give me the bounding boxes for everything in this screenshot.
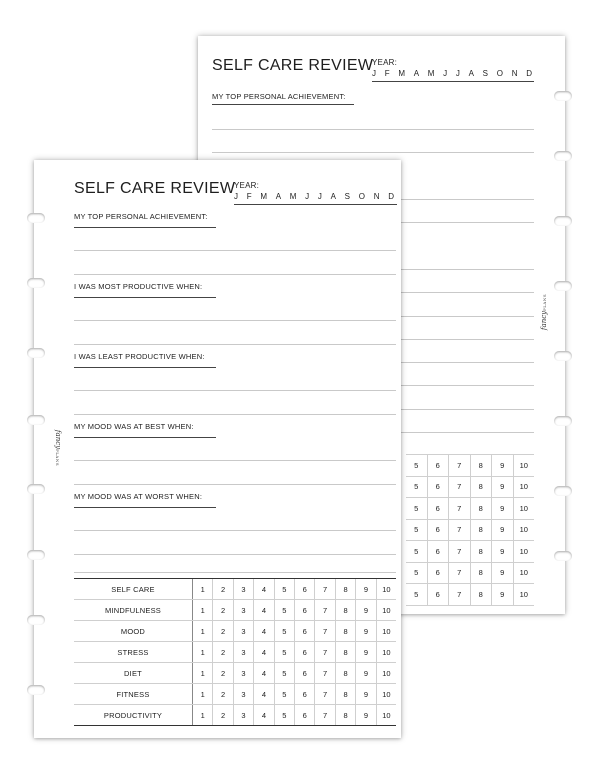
- rating-value: 7: [315, 663, 335, 683]
- rating-category-label: STRESS: [74, 642, 193, 662]
- rating-value: 7: [449, 455, 471, 476]
- rating-value: 1: [193, 621, 213, 641]
- rating-value: 8: [471, 498, 493, 519]
- rating-value: 8: [471, 477, 493, 498]
- rating-value: 10: [382, 689, 391, 699]
- disc-binding-hole: [554, 486, 572, 496]
- front-planner-page: [34, 160, 401, 738]
- rating-value: 10: [519, 525, 528, 535]
- month-selector: [372, 69, 532, 78]
- rating-value: 9: [492, 520, 514, 541]
- disc-binding-hole: [554, 151, 572, 161]
- rating-value: 10: [519, 589, 528, 599]
- rating-value: 8: [336, 621, 356, 641]
- prompt-underline: [74, 437, 216, 438]
- month-letter: A: [413, 69, 420, 78]
- rating-value: 6: [428, 477, 450, 498]
- writing-line: [74, 344, 396, 345]
- brand-logo: fancyPLANS: [54, 429, 63, 467]
- disc-binding-hole: [554, 281, 572, 291]
- rating-value: 5: [406, 477, 428, 498]
- writing-line: [74, 572, 396, 573]
- month-letter: M: [398, 69, 405, 78]
- rating-value: 7: [315, 684, 335, 704]
- writing-line: [74, 530, 396, 531]
- rating-value: 10: [382, 647, 391, 657]
- rating-value: 5: [275, 705, 295, 725]
- writing-line: [212, 129, 534, 130]
- prompt-underline: [74, 367, 216, 368]
- rating-value: 10: [382, 710, 391, 720]
- rating-category-label: FITNESS: [74, 684, 193, 704]
- month-letter: S: [482, 69, 489, 78]
- prompt-label: I WAS MOST PRODUCTIVE WHEN:: [74, 282, 203, 291]
- grid-row: [406, 498, 534, 520]
- rating-value: 9: [492, 477, 514, 498]
- rating-value: 9: [492, 584, 514, 605]
- rating-value: 2: [213, 705, 233, 725]
- page-title: SELF CARE REVIEW: [212, 57, 374, 74]
- writing-line: [74, 390, 396, 391]
- rating-row: [74, 579, 396, 600]
- disc-binding-hole: [554, 416, 572, 426]
- rating-value: 5: [275, 579, 295, 599]
- rating-category-label: MOOD: [74, 621, 193, 641]
- disc-binding-hole: [27, 415, 45, 425]
- rating-table: [74, 578, 396, 726]
- rating-value: 5: [275, 621, 295, 641]
- rating-category-label: SELF CARE: [74, 579, 193, 599]
- rating-value: 5: [406, 541, 428, 562]
- disc-binding-hole: [27, 278, 45, 288]
- rating-value: 5: [406, 455, 428, 476]
- prompt-underline: [212, 104, 354, 105]
- rating-value: 3: [234, 579, 254, 599]
- grid-row: [406, 454, 534, 477]
- prompt-underline: [74, 297, 216, 298]
- writing-line: [74, 250, 396, 251]
- rating-value: 6: [295, 663, 315, 683]
- rating-category-label: DIET: [74, 663, 193, 683]
- rating-value: 8: [471, 520, 493, 541]
- rating-value: 5: [275, 600, 295, 620]
- rating-value: 4: [254, 579, 274, 599]
- rating-value: 2: [213, 600, 233, 620]
- prompt-label: MY MOOD WAS AT WORST WHEN:: [74, 492, 203, 501]
- rating-row: [74, 705, 396, 726]
- writing-line: [74, 554, 396, 555]
- year-label: YEAR:: [234, 181, 260, 190]
- rating-value: 5: [275, 684, 295, 704]
- rating-value: 7: [449, 520, 471, 541]
- month-letter: N: [373, 192, 380, 201]
- rating-value: 9: [356, 684, 376, 704]
- rating-row: [74, 642, 396, 663]
- month-letter: D: [388, 192, 394, 201]
- grid-row: [406, 563, 534, 585]
- rating-value: 7: [315, 705, 335, 725]
- rating-value: 8: [471, 584, 493, 605]
- rating-value: 7: [315, 600, 335, 620]
- prompt-top-achievement: MY TOP PERSONAL ACHIEVEMENT:: [212, 92, 346, 101]
- rating-row: [74, 663, 396, 684]
- rating-value: 6: [295, 684, 315, 704]
- brand-logo: fancyPLANS: [540, 293, 549, 331]
- month-letter: O: [358, 192, 365, 201]
- rating-value: 8: [336, 663, 356, 683]
- rating-value: 6: [428, 455, 450, 476]
- rating-value: 1: [193, 705, 213, 725]
- rating-value: 9: [356, 705, 376, 725]
- month-letter: A: [330, 192, 336, 201]
- rating-value: 10: [382, 605, 391, 615]
- rating-value: 2: [213, 579, 233, 599]
- rating-value: 9: [492, 541, 514, 562]
- rating-row: [74, 621, 396, 642]
- rating-value: 7: [315, 642, 335, 662]
- rating-value: 8: [336, 684, 356, 704]
- rating-value: 3: [234, 600, 254, 620]
- rating-value: 6: [295, 705, 315, 725]
- rating-value: 3: [234, 705, 254, 725]
- rating-value: 9: [356, 642, 376, 662]
- year-label: YEAR:: [372, 58, 398, 67]
- writing-line: [74, 414, 396, 415]
- rating-value: 7: [449, 584, 471, 605]
- rating-value: 10: [519, 546, 528, 556]
- rating-value: 10: [519, 503, 528, 513]
- rating-value: 4: [254, 621, 274, 641]
- grid-row: [406, 477, 534, 499]
- rating-value: 4: [254, 705, 274, 725]
- rating-value: 2: [213, 663, 233, 683]
- rating-value: 6: [295, 642, 315, 662]
- rating-grid: [406, 454, 534, 606]
- grid-row: [406, 541, 534, 563]
- rating-value: 8: [471, 563, 493, 584]
- writing-line: [74, 484, 396, 485]
- rating-value: 10: [382, 668, 391, 678]
- rating-value: 10: [519, 568, 528, 578]
- writing-line: [74, 274, 396, 275]
- month-letter: F: [246, 192, 252, 201]
- month-letter: M: [260, 192, 267, 201]
- rating-row: [74, 600, 396, 621]
- month-letter: A: [275, 192, 282, 201]
- rating-value: 4: [254, 684, 274, 704]
- rating-value: 8: [336, 600, 356, 620]
- month-letter: J: [317, 192, 322, 201]
- rating-row: [74, 684, 396, 705]
- rating-value: 3: [234, 621, 254, 641]
- month-letter: J: [305, 192, 310, 201]
- month-letter: N: [511, 69, 518, 78]
- month-letter: A: [468, 69, 474, 78]
- month-letter: D: [526, 69, 532, 78]
- rating-value: 6: [428, 541, 450, 562]
- rating-value: 2: [213, 621, 233, 641]
- month-letter: J: [234, 192, 238, 201]
- rating-value: 4: [254, 642, 274, 662]
- rating-value: 8: [336, 642, 356, 662]
- prompt-underline: [74, 507, 216, 508]
- rating-value: 2: [213, 642, 233, 662]
- rating-value: 8: [471, 541, 493, 562]
- rating-value: 6: [428, 584, 450, 605]
- rating-value: 6: [295, 600, 315, 620]
- rating-category-label: PRODUCTIVITY: [74, 705, 193, 725]
- grid-row: [406, 520, 534, 542]
- month-divider: [372, 81, 534, 82]
- rating-value: 9: [492, 563, 514, 584]
- month-letter: O: [496, 69, 503, 78]
- disc-binding-hole: [27, 685, 45, 695]
- rating-value: 8: [336, 579, 356, 599]
- rating-value: 4: [254, 663, 274, 683]
- rating-value: 1: [193, 663, 213, 683]
- rating-value: 9: [356, 663, 376, 683]
- rating-value: 1: [193, 642, 213, 662]
- rating-value: 10: [382, 584, 391, 594]
- rating-value: 3: [234, 684, 254, 704]
- rating-value: 7: [449, 541, 471, 562]
- rating-value: 7: [315, 621, 335, 641]
- rating-value: 6: [428, 498, 450, 519]
- month-letter: J: [372, 69, 376, 78]
- rating-value: 6: [295, 579, 315, 599]
- rating-value: 6: [428, 520, 450, 541]
- prompt-label: MY TOP PERSONAL ACHIEVEMENT:: [74, 212, 208, 221]
- month-letter: M: [289, 192, 297, 201]
- writing-line: [74, 460, 396, 461]
- month-selector: [234, 192, 394, 201]
- rating-value: 5: [406, 584, 428, 605]
- writing-line: [74, 320, 396, 321]
- rating-value: 10: [519, 482, 528, 492]
- rating-value: 5: [275, 642, 295, 662]
- month-divider: [234, 204, 397, 205]
- disc-binding-hole: [554, 551, 572, 561]
- rating-value: 5: [406, 520, 428, 541]
- disc-binding-hole: [554, 91, 572, 101]
- month-letter: M: [427, 69, 435, 78]
- rating-value: 7: [449, 477, 471, 498]
- writing-line: [212, 152, 534, 153]
- rating-value: 6: [295, 621, 315, 641]
- rating-value: 3: [234, 663, 254, 683]
- rating-value: 9: [356, 579, 376, 599]
- grid-row: [406, 584, 534, 606]
- month-letter: J: [443, 69, 448, 78]
- rating-value: 4: [254, 600, 274, 620]
- prompt-label: MY MOOD WAS AT BEST WHEN:: [74, 422, 194, 431]
- rating-value: 10: [519, 460, 528, 470]
- rating-value: 1: [193, 600, 213, 620]
- rating-value: 3: [234, 642, 254, 662]
- rating-value: 7: [315, 579, 335, 599]
- rating-value: 9: [492, 455, 514, 476]
- page-title: SELF CARE REVIEW: [74, 180, 236, 197]
- rating-value: 7: [449, 498, 471, 519]
- rating-category-label: MINDFULNESS: [74, 600, 193, 620]
- month-letter: S: [344, 192, 351, 201]
- prompt-label: I WAS LEAST PRODUCTIVE WHEN:: [74, 352, 205, 361]
- rating-value: 6: [428, 563, 450, 584]
- rating-value: 9: [356, 600, 376, 620]
- rating-value: 5: [275, 663, 295, 683]
- rating-value: 5: [406, 498, 428, 519]
- disc-binding-hole: [27, 213, 45, 223]
- rating-value: 2: [213, 684, 233, 704]
- rating-value: 1: [193, 579, 213, 599]
- rating-value: 10: [382, 626, 391, 636]
- disc-binding-hole: [554, 351, 572, 361]
- rating-value: 9: [492, 498, 514, 519]
- rating-value: 5: [406, 563, 428, 584]
- rating-value: 9: [356, 621, 376, 641]
- rating-value: 8: [336, 705, 356, 725]
- rating-value: 1: [193, 684, 213, 704]
- disc-binding-hole: [554, 216, 572, 226]
- month-letter: F: [384, 69, 390, 78]
- disc-binding-hole: [27, 348, 45, 358]
- prompt-underline: [74, 227, 216, 228]
- disc-binding-hole: [27, 615, 45, 625]
- rating-value: 7: [449, 563, 471, 584]
- disc-binding-hole: [27, 550, 45, 560]
- rating-value: 8: [471, 455, 493, 476]
- month-letter: J: [455, 69, 460, 78]
- disc-binding-hole: [27, 484, 45, 494]
